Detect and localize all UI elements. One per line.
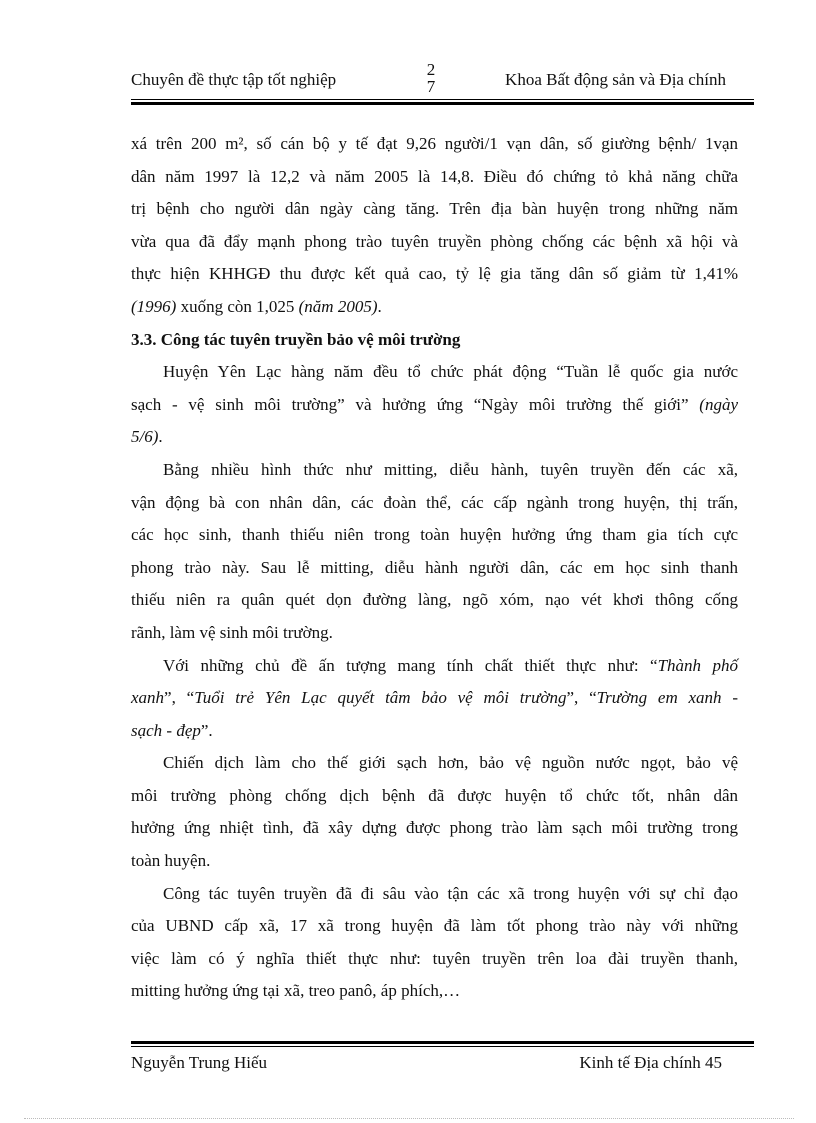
text-line bbox=[131, 291, 738, 324]
text-line: Chiến dịch làm cho thế giới sạch hơn, bảo vệ nguồn nước ngọt, bảo vệ bbox=[163, 753, 738, 773]
text-span: sạch - vệ sinh môi trường” và hưởng ứng “Ngày môi trường thế giới” bbox=[131, 394, 689, 414]
text-line: toàn huyện. bbox=[131, 851, 211, 871]
text-span: . bbox=[377, 296, 382, 316]
text-line: hưởng ứng nhiệt tình, đã xây dựng được phong trào làm sạch môi trường trong bbox=[131, 818, 738, 838]
header-rule-thick bbox=[131, 102, 754, 105]
page-number-top: 2 bbox=[426, 60, 436, 79]
italic-year: (năm 2005) bbox=[298, 296, 378, 316]
text-line: dân năm 1997 là 12,2 và năm 2005 là 14,8. Điều đó chứng tỏ khả năng chữa bbox=[131, 166, 738, 186]
text-line: vận động bà con nhân dân, các đoàn thể, các cấp ngành trong huyện, thị trấn, bbox=[131, 492, 738, 512]
text-line: trị bệnh cho người dân ngày càng tăng. Trên địa bàn huyện trong những năm bbox=[131, 199, 738, 219]
text-line bbox=[131, 421, 738, 454]
page-header bbox=[131, 60, 754, 100]
header-course-title: Chuyên đề thực tập tốt nghiệp bbox=[131, 70, 337, 89]
text-line: rãnh, làm vệ sinh môi trường. bbox=[131, 622, 333, 642]
text-line bbox=[131, 650, 738, 683]
text-line: xá trên 200 m², số cán bộ y tế đạt 9,26 người/1 vạn dân, số giường bệnh/ 1vạn bbox=[131, 134, 738, 153]
italic-text: sạch - đẹp bbox=[131, 720, 201, 740]
italic-text: 5/6) bbox=[131, 427, 159, 447]
text-line: việc làm có ý nghĩa thiết thực như: tuyên truyền trên loa đài truyền thanh, bbox=[131, 948, 738, 968]
text-line: thực hiện KHHGĐ thu được kết quả cao, tỷ lệ gia tăng dân số giảm từ 1,41% bbox=[131, 264, 738, 284]
header-faculty: Khoa Bất động sản và Địa chính bbox=[505, 70, 726, 89]
italic-text: Tuổi trẻ Yên Lạc quyết tâm bảo vệ môi trường bbox=[194, 688, 567, 708]
section-heading: 3.3. Công tác tuyên truyền bảo vệ môi trường bbox=[131, 329, 461, 349]
text-span: Với những chủ đề ấn tượng mang tính chất thiết thực như: “ bbox=[163, 655, 658, 675]
text-line: của UBND cấp xã, 17 xã trong huyện đã làm tốt phong trào này với những bbox=[131, 916, 738, 936]
italic-text: Thành phố bbox=[657, 655, 738, 675]
italic-year: (1996) bbox=[131, 296, 177, 316]
footer-rule-thick bbox=[131, 1041, 754, 1044]
text-line: các học sinh, thanh thiếu niên trong toàn huyện hưởng ứng tham gia tích cực bbox=[131, 525, 738, 545]
text-line: thiếu niên ra quân quét dọn đường làng, ngõ xóm, nạo vét khơi thông cống bbox=[131, 590, 738, 610]
page-number-bottom: 7 bbox=[426, 77, 436, 96]
italic-text: Trường em xanh - bbox=[596, 688, 739, 708]
text-span: ”, “ bbox=[566, 688, 597, 708]
header-page-number bbox=[425, 61, 437, 95]
text-line: vừa qua đã đẩy mạnh phong trào tuyên truyền phòng chống các bệnh xã hội và bbox=[131, 231, 738, 251]
text-line bbox=[131, 682, 738, 715]
document-body bbox=[131, 128, 738, 1008]
footer-author: Nguyễn Trung Hiếu bbox=[131, 1053, 268, 1072]
italic-text: xanh bbox=[131, 688, 165, 708]
text-line bbox=[131, 389, 738, 422]
header-rule-thin bbox=[131, 99, 754, 100]
page-bottom-dotted-edge bbox=[24, 1118, 794, 1119]
text-span: ”. bbox=[200, 720, 213, 740]
text-line: Bằng nhiều hình thức như mitting, diễu hành, tuyên truyền đến các xã, bbox=[163, 459, 738, 479]
text-line: Công tác tuyên truyền đã đi sâu vào tận các xã trong huyện với sự chỉ đạo bbox=[163, 883, 738, 903]
footer-rule-thin bbox=[131, 1046, 754, 1047]
text-line bbox=[131, 715, 738, 748]
italic-text: (ngày bbox=[699, 394, 739, 414]
text-line: phong trào này. Sau lễ mitting, diễu hành người dân, các em học sinh thanh bbox=[131, 557, 738, 577]
footer-class: Kinh tế Địa chính 45 bbox=[579, 1053, 722, 1072]
text-span: . bbox=[158, 427, 163, 447]
text-line: Huyện Yên Lạc hàng năm đều tổ chức phát động “Tuần lễ quốc gia nước bbox=[163, 362, 738, 382]
text-span: ”, “ bbox=[164, 688, 195, 708]
text-line: môi trường phòng chống dịch bệnh đã được huyện tổ chức tốt, nhân dân bbox=[131, 785, 738, 805]
text-line: mitting hưởng ứng tại xã, treo panô, áp phích,… bbox=[131, 981, 461, 1001]
text-span: xuống còn 1,025 bbox=[176, 296, 299, 316]
